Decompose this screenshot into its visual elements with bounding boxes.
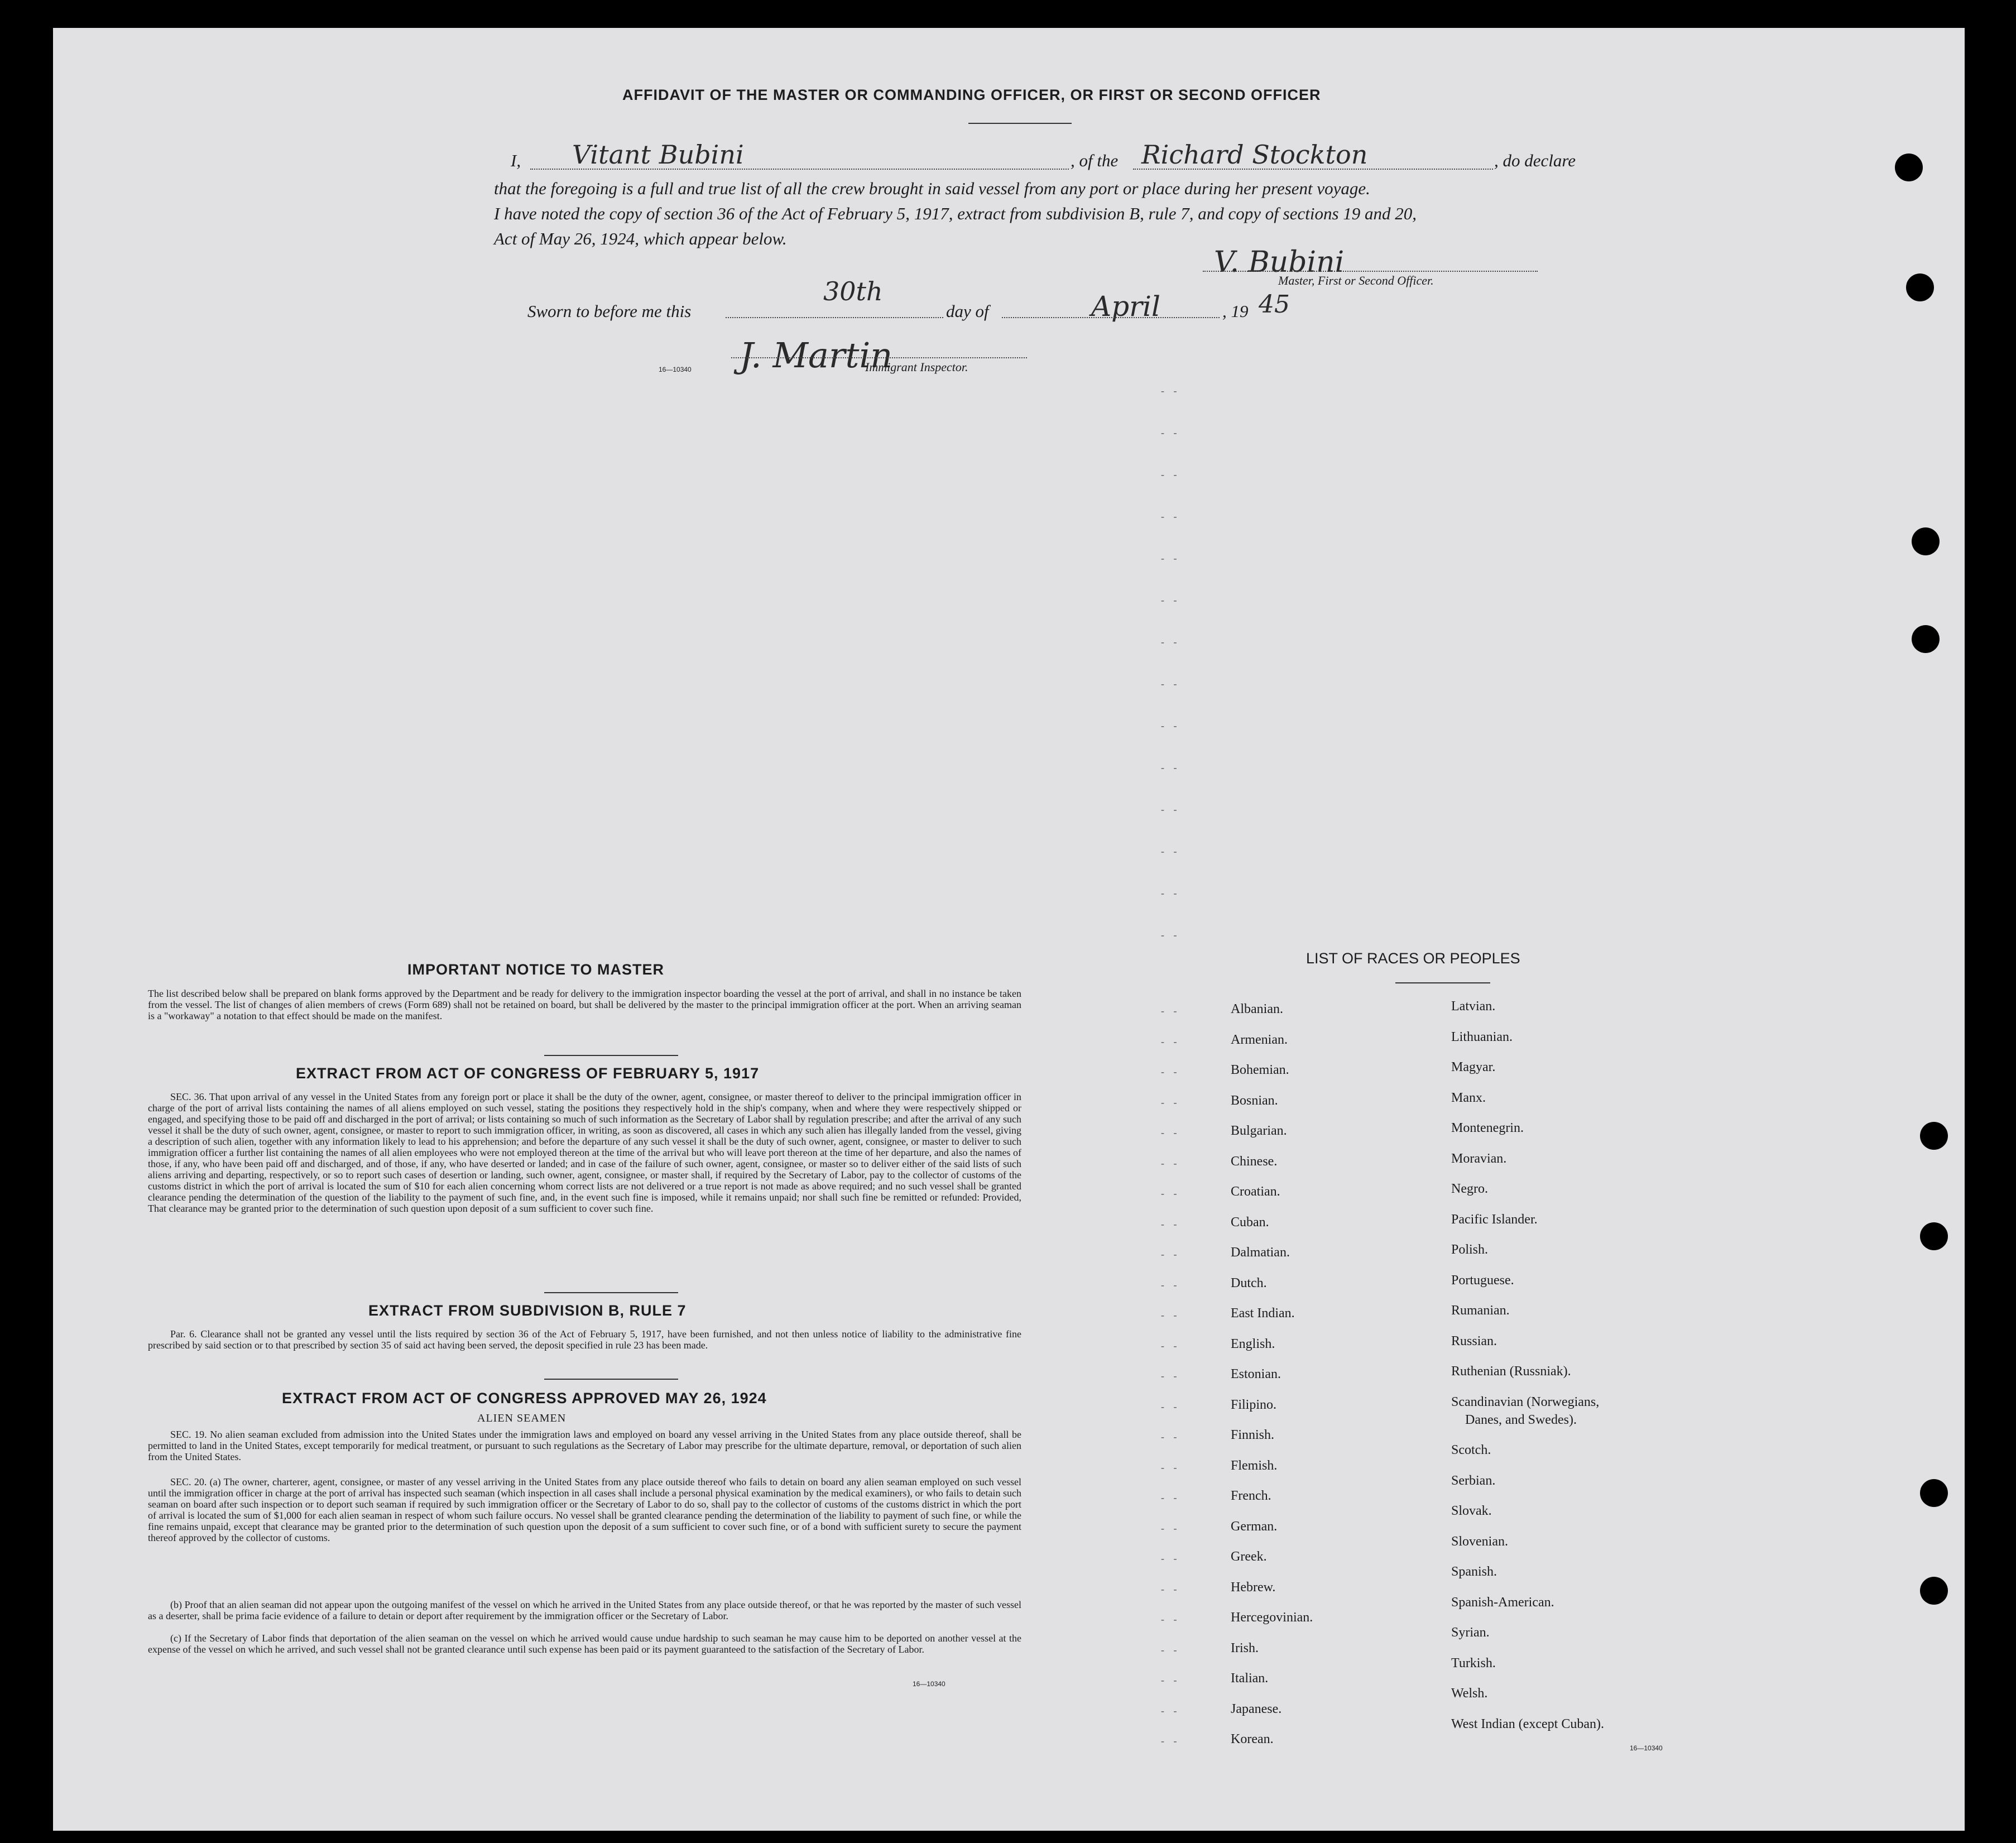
race-dash: - - xyxy=(1161,1188,1180,1199)
column-dash: - - xyxy=(1161,636,1180,647)
race-item-left: French. xyxy=(1231,1489,1271,1503)
column-dash: - - xyxy=(1161,469,1180,480)
column-dash: - - xyxy=(1161,762,1180,773)
race-dash: - - xyxy=(1161,1127,1180,1138)
race-item-right: Pacific Islander. xyxy=(1451,1212,1538,1227)
race-item-right: Lithuanian. xyxy=(1451,1029,1513,1044)
officer-signature: V. Bubini xyxy=(1214,246,1345,279)
race-dash: - - xyxy=(1161,1705,1180,1716)
race-dash: - - xyxy=(1161,1340,1180,1351)
race-item-left: Estonian. xyxy=(1231,1367,1281,1381)
race-dash: - - xyxy=(1161,1157,1180,1169)
sworn-year: 45 xyxy=(1259,290,1290,319)
race-item-left: Hebrew. xyxy=(1231,1580,1276,1595)
race-dash: - - xyxy=(1161,1005,1180,1016)
column-dash: - - xyxy=(1161,804,1180,815)
race-item-left: Bulgarian. xyxy=(1231,1124,1287,1138)
race-item-right: Rumanian. xyxy=(1451,1303,1510,1318)
extract-rule7-text: Par. 6. Clearance shall not be granted any vessel until the lists required by section 36 of the Act of February 5, 1917, have been furnished, and not then unless notice of liability to the administrative fine prescribed by said section or to that prescribed by section 35 of said act having been served, the deposit specified in rule 23 has been made. xyxy=(148,1328,1021,1351)
inspector-signature-line xyxy=(731,357,1027,358)
vessel-name-line xyxy=(1133,169,1493,170)
affidavit-title: AFFIDAVIT OF THE MASTER OR COMMANDING OFFICER, OR FIRST OR SECOND OFFICER xyxy=(622,87,1321,103)
race-dash: - - xyxy=(1161,1735,1180,1746)
inspector-signature: J. Martin xyxy=(740,335,893,376)
race-item-left: East Indian. xyxy=(1231,1306,1295,1321)
race-dash: - - xyxy=(1161,1249,1180,1260)
extract-1924-subtitle: ALIEN SEAMEN xyxy=(477,1412,567,1424)
race-item-left: Finnish. xyxy=(1231,1428,1275,1442)
race-item-right: Welsh. xyxy=(1451,1686,1488,1701)
extract-rule7-divider xyxy=(544,1379,678,1380)
races-title: LIST OF RACES OR PEOPLES xyxy=(1306,950,1520,967)
race-dash: - - xyxy=(1161,1674,1180,1686)
sworn-day: 30th xyxy=(823,276,883,306)
punch-hole xyxy=(1920,1122,1948,1150)
column-dash: - - xyxy=(1161,929,1180,940)
race-dash: - - xyxy=(1161,1644,1180,1655)
declaration-line-1 xyxy=(511,151,521,171)
declaration-line-4: Act of May 26, 1924, which appear below. xyxy=(494,229,787,248)
race-item-left: Bosnian. xyxy=(1231,1093,1278,1108)
notice-divider xyxy=(544,1055,678,1056)
officer-name-line xyxy=(530,169,1069,170)
year-prefix: , 19 xyxy=(1222,301,1249,321)
race-dash: - - xyxy=(1161,1096,1180,1108)
race-item-right: Slovak. xyxy=(1451,1504,1492,1518)
column-dash: - - xyxy=(1161,427,1180,438)
race-item-right: Manx. xyxy=(1451,1090,1486,1105)
race-dash: - - xyxy=(1161,1218,1180,1230)
sworn-month: April xyxy=(1091,290,1160,323)
race-item-left: Irish. xyxy=(1231,1640,1259,1655)
race-item-right: Magyar. xyxy=(1451,1060,1496,1074)
declaration-line-2: that the foregoing is a full and true list of all the crew brought in said vessel from any port or place during her present voyage. xyxy=(494,179,1370,198)
race-item-right: Portuguese. xyxy=(1451,1273,1514,1288)
punch-hole xyxy=(1906,273,1934,301)
race-item-right: Turkish. xyxy=(1451,1655,1496,1671)
race-item-right: Spanish-American. xyxy=(1451,1595,1554,1610)
race-dash: - - xyxy=(1161,1431,1180,1442)
race-item-right: Negro. xyxy=(1451,1182,1488,1196)
race-item-left: German. xyxy=(1231,1519,1278,1534)
document-page xyxy=(53,28,1965,1831)
day-of-label: day of xyxy=(946,301,989,321)
vessel-name: Richard Stockton xyxy=(1141,140,1368,170)
extract-1917-text: SEC. 36. That upon arrival of any vessel in the United States from any foreign port or place it shall be the duty of the owner, agent, consignee, or master thereof to deliver to the principal immigration officer in charge of the port of arrival lists containing the names of all aliens employed on such vessel, stating the positions they respectively hold in the ship's company, when and where they were respectively shipped or engaged, and specifying those to be paid off and discharged in the port of arrival; or lists containing so much of such information as the Secretary of Labor shall by regulation prescribe; and after the arrival of any such vessel it shall be the duty of such owner, agent, consignee, or master to report to such immigration officer, in writing, as soon as discovered, all cases in which any such alien has illegally landed from the vessel, giving a description of such alien, together with any information likely to lead to his apprehension; and before the departure of any such vessel it shall be the duty of such owner, agent, consignee, or master to deliver to such immigration officer a further list containing the names of all alien employees who were not employed thereon at the time of the arrival but who will leave port thereon at the time of her departure, and also the names of those, if any, who have been paid off and discharged, and of those, if any, who have deserted or landed; and in case of the failure of such owner, agent, consignee, or master so to deliver either of the said lists of such aliens arriving and departing, respectively, or so to report such cases of desertion or landing, such owner, agent, consignee, or master shall, if required by the Secretary of Labor, pay to the collector of customs of the customs district in which the port of arrival is located the sum of $10 for each alien concerning whom correct lists are not delivered or a true report is not made as above required; and no such vessel shall be granted clearance pending the determination of the question of the liability to the payment of such fine, and, in the event such fine is imposed, while it remains unpaid; nor shall such fine be remitted or refunded: Provided, That clearance may be granted prior to the determination of such question upon deposit of a sum sufficient to cover such fine. xyxy=(148,1091,1021,1214)
race-item-right: Spanish. xyxy=(1451,1564,1497,1579)
extract-1917-title: EXTRACT FROM ACT OF CONGRESS OF FEBRUARY 5, 1917 xyxy=(296,1065,760,1082)
race-item-right: Slovenian. xyxy=(1451,1534,1508,1549)
race-item-left: Dutch. xyxy=(1231,1275,1267,1290)
extract-1924-title: EXTRACT FROM ACT OF CONGRESS APPROVED MAY 26, 1924 xyxy=(282,1390,767,1407)
race-item-right: Syrian. xyxy=(1451,1625,1490,1640)
race-item-left: Croatian. xyxy=(1231,1184,1280,1199)
officer-signature-line xyxy=(1203,271,1538,272)
column-dash: - - xyxy=(1161,511,1180,522)
race-item-left: Korean. xyxy=(1231,1732,1274,1746)
race-item-right: Latvian. xyxy=(1451,999,1496,1014)
race-dash: - - xyxy=(1161,1309,1180,1321)
officer-name: Vitant Bubini xyxy=(572,140,744,170)
race-dash: - - xyxy=(1161,1461,1180,1473)
extract-1917-divider xyxy=(544,1292,678,1293)
punch-hole xyxy=(1912,527,1940,555)
race-item-right: Serbian. xyxy=(1451,1473,1496,1488)
race-item-right: Polish. xyxy=(1451,1242,1489,1257)
column-dash: - - xyxy=(1161,678,1180,689)
race-item-left: Bohemian. xyxy=(1231,1063,1289,1077)
race-dash: - - xyxy=(1161,1066,1180,1077)
race-item-left: Italian. xyxy=(1231,1671,1269,1686)
race-dash: - - xyxy=(1161,1492,1180,1503)
column-dash: - - xyxy=(1161,720,1180,731)
declaration-line-3: I have noted the copy of section 36 of the Act of February 5, 1917, extract from subdivision B, rule 7, and copy of sections 19 and 20, xyxy=(494,204,1417,223)
sworn-month-line xyxy=(1002,317,1220,318)
race-dash: - - xyxy=(1161,1035,1180,1047)
races-divider xyxy=(1395,982,1490,983)
notice-text: The list described below shall be prepared on blank forms approved by the Department and be ready for delivery to the immigration inspector boarding the vessel at the port of arrival, and shall in no instance be taken from the vessel. The list of changes of alien members of crews (Form 689) shall not be retained on board, but shall be delivered by the master to the principal immigration officer at the port. When an arriving seaman is a "workaway" a notation to that effect should be made on the manifest. xyxy=(148,988,1021,1021)
race-dash: - - xyxy=(1161,1279,1180,1290)
race-item-right: Montenegrin. xyxy=(1451,1121,1524,1135)
declare-label: , do declare xyxy=(1494,151,1576,170)
race-item-left: Greek. xyxy=(1231,1549,1267,1564)
race-item-left: Dalmatian. xyxy=(1231,1245,1290,1260)
races-form-number: 16—10340 xyxy=(1630,1744,1663,1752)
race-item-right: Moravian. xyxy=(1451,1151,1507,1166)
race-item-left: Armenian. xyxy=(1231,1032,1288,1047)
column-dash: - - xyxy=(1161,887,1180,899)
extract-1924-sec20c: (c) If the Secretary of Labor finds that deportation of the alien seaman on the vessel on which he arrived would cause undue hardship to such seaman he may cause him to be deported on another vessel at the expense of the vessel on which he arrived, and such vessel shall not be granted clearance until such expense has been paid or its payment guaranteed to the satisfaction of the Secretary of Labor. xyxy=(148,1633,1021,1655)
punch-hole xyxy=(1895,153,1923,181)
notice-title: IMPORTANT NOTICE TO MASTER xyxy=(407,961,664,978)
punch-hole xyxy=(1920,1222,1948,1250)
race-item-left: Cuban. xyxy=(1231,1215,1269,1230)
column-dash: - - xyxy=(1161,385,1180,396)
race-item-left: Japanese. xyxy=(1231,1701,1282,1716)
race-item-right: Russian. xyxy=(1451,1333,1497,1348)
i-label: I, xyxy=(511,151,521,170)
race-item-right: Scotch. xyxy=(1451,1443,1491,1457)
race-dash: - - xyxy=(1161,1370,1180,1381)
race-item-left: Albanian. xyxy=(1231,1002,1283,1016)
race-dash: - - xyxy=(1161,1583,1180,1595)
race-item-left: Filipino. xyxy=(1231,1397,1277,1412)
affidavit-form-number: 16—10340 xyxy=(659,366,692,373)
race-dash: - - xyxy=(1161,1400,1180,1412)
race-item-left: Flemish. xyxy=(1231,1458,1278,1473)
extract-form-number: 16—10340 xyxy=(913,1680,945,1688)
sworn-day-line xyxy=(726,317,943,318)
column-dash: - - xyxy=(1161,594,1180,606)
race-item-left: Hercegovinian. xyxy=(1231,1610,1313,1625)
extract-rule7-title: EXTRACT FROM SUBDIVISION B, RULE 7 xyxy=(368,1302,687,1319)
extract-1924-sec19: SEC. 19. No alien seaman excluded from admission into the United States under the immigration laws and employed on board any vessel arriving in the United States from any place outside thereof, shall be permitted to land in the United States, except temporarily for medical treatment, or pursuant to such regulations as the Secretary of Labor may prescribe for the ultimate departure, removal, or deportation of such alien from the United States. xyxy=(148,1429,1021,1462)
punch-hole xyxy=(1920,1479,1948,1507)
extract-1924-sec20b: (b) Proof that an alien seaman did not appear upon the outgoing manifest of the vessel on which he arrived in the United States from any place outside thereof, or that he was reported by the master of such vessel as a deserter, shall be prima facie evidence of a failure to detain or deport after requirement by the immigration officer or the Secretary of Labor. xyxy=(148,1599,1021,1621)
extract-1924-sec20a: SEC. 20. (a) The owner, charterer, agent, consignee, or master of any vessel arriving in the United States from any place outside thereof who fails to detain on board any alien seaman employed on such vessel until the immigration officer in charge at the port of arrival has inspected such seaman (which inspection in all cases shall include a personal physical examination by the medical examiners), or who fails to detain such seaman on board after such inspection or to deport such seaman if required by such immigration officer or the Secretary of Labor to do so, shall pay to the collector of customs of the customs district in which the port of arrival is located the sum of $1,000 for each alien seaman in respect of whom such failure occurs. No vessel shall be granted clearance pending the determination of the liability to payment of such fine, or while the fine remains unpaid, except that clearance may be granted prior to the determination of such question upon the deposit of a sum sufficient to cover such fine, or of a bond with sufficient surety to secure the payment thereof approved by the collector of customs. xyxy=(148,1476,1021,1543)
race-item-right: Danes, and Swedes). xyxy=(1465,1412,1577,1427)
punch-hole xyxy=(1912,625,1940,653)
race-item-right: Scandinavian (Norwegians, xyxy=(1451,1394,1600,1409)
race-item-left: English. xyxy=(1231,1336,1275,1351)
race-item-right: West Indian (except Cuban). xyxy=(1451,1716,1604,1731)
race-dash: - - xyxy=(1161,1522,1180,1534)
punch-hole xyxy=(1920,1577,1948,1605)
column-dash: - - xyxy=(1161,846,1180,857)
inspector-caption: Immigrant Inspector. xyxy=(865,360,968,374)
sworn-label: Sworn to before me this xyxy=(527,301,692,321)
column-dash: - - xyxy=(1161,553,1180,564)
of-label: , of the xyxy=(1071,151,1119,170)
race-dash: - - xyxy=(1161,1553,1180,1564)
title-divider xyxy=(968,123,1072,124)
race-dash: - - xyxy=(1161,1614,1180,1625)
officer-caption: Master, First or Second Officer. xyxy=(1278,273,1434,287)
race-item-left: Chinese. xyxy=(1231,1154,1278,1169)
race-item-right: Ruthenian (Russniak). xyxy=(1451,1364,1571,1379)
